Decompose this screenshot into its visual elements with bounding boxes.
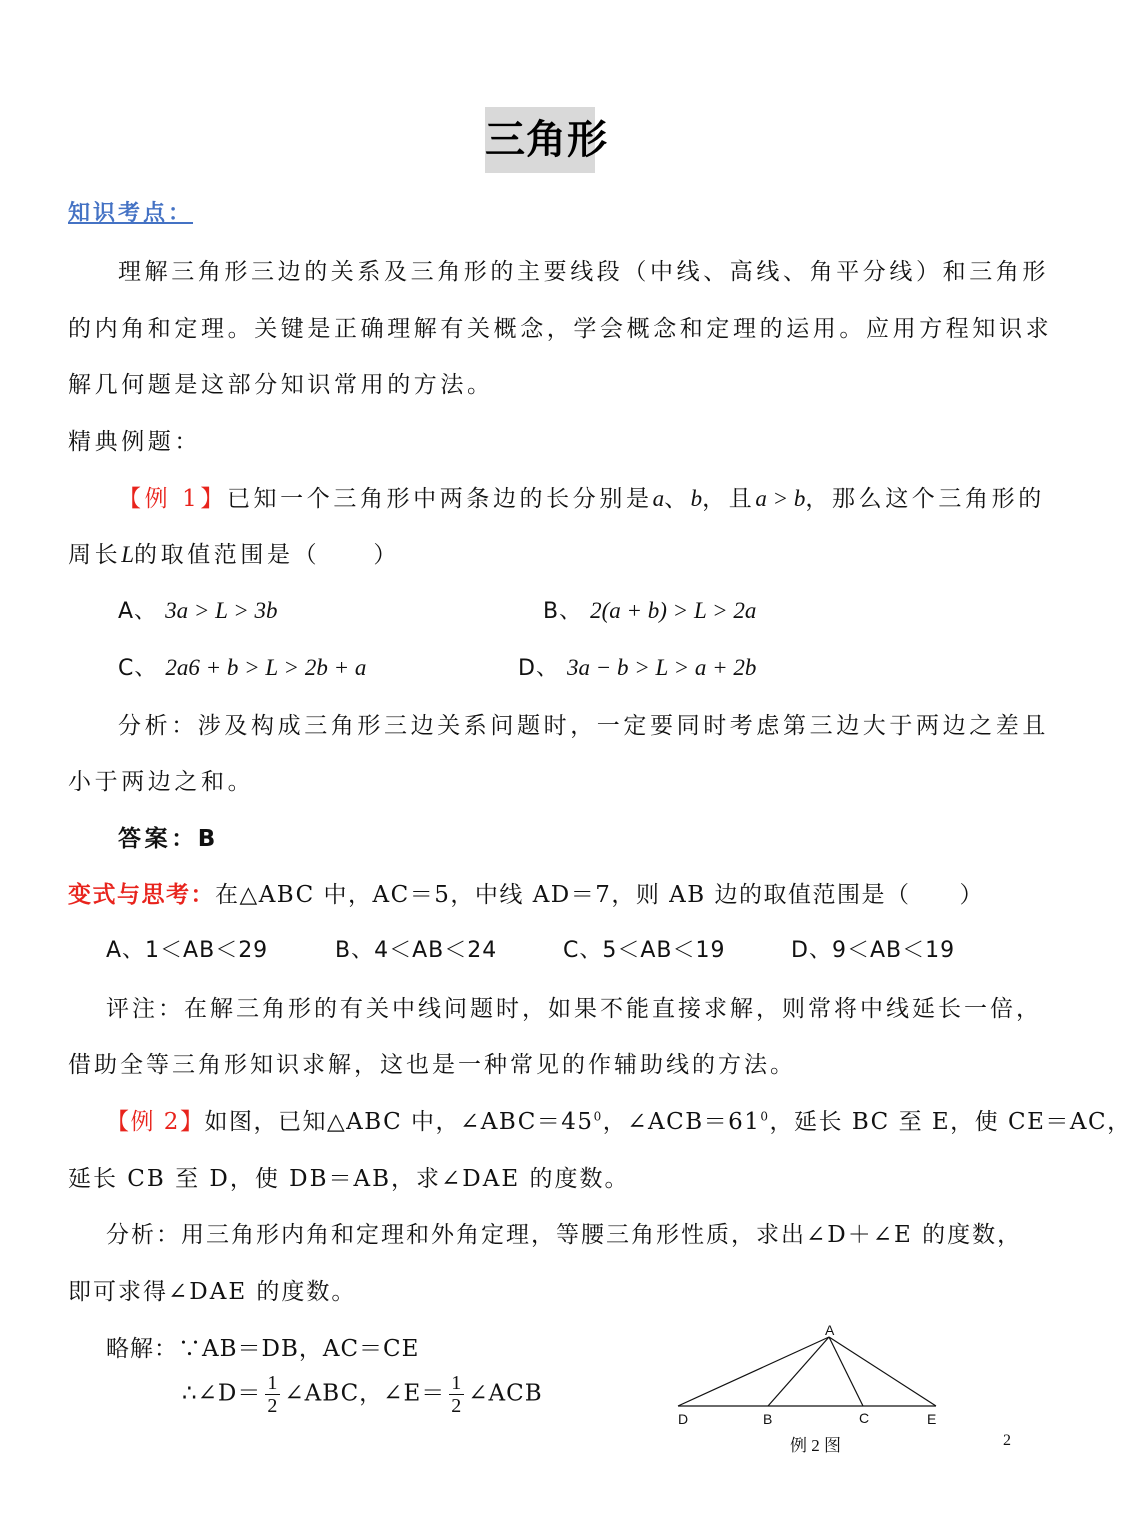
- solution-text-1: ∵AB＝DB，AC＝CE: [178, 1336, 420, 1362]
- example1-var-L: L: [121, 542, 134, 567]
- example2-solution-line-2: [182, 1372, 543, 1417]
- segment-ae: [829, 1337, 936, 1406]
- solution-text-2a: ∴∠D＝: [182, 1380, 262, 1407]
- example1-text-c: ，那么这个三角形的: [805, 486, 1045, 512]
- intro-line-2: 的内角和定理。关键是正确理解有关概念，学会概念和定理的运用。应用方程知识求: [68, 316, 1053, 342]
- solution-text-2c: ∠ACB: [468, 1380, 543, 1407]
- intro-line-3: 解几何题是这部分知识常用的方法。: [68, 372, 494, 398]
- variant-option-b: B、4＜AB＜24: [335, 938, 498, 963]
- example1-line2-b: 的取值范围是（ ）: [134, 542, 400, 568]
- option-d-expr: 3a − b > L > a + 2b: [566, 655, 757, 680]
- page-number: 2: [1003, 1432, 1011, 1449]
- example2-tag: 【例 2】: [106, 1109, 205, 1135]
- option-a-expr: 3a > L > 3b: [165, 598, 278, 623]
- variant-option-c: C、5＜AB＜19: [563, 938, 726, 963]
- example2-analysis-line-1: 分析：用三角形内角和定理和外角定理，等腰三角形性质，求出∠D＋∠E 的度数，: [106, 1222, 1023, 1248]
- point-label-c: C: [859, 1410, 870, 1426]
- example1-option-d: [518, 651, 756, 682]
- example2-text-1a: 如图，已知△ABC 中，∠ABC＝45: [204, 1109, 594, 1135]
- figure-caption: 例 2 图: [790, 1436, 841, 1455]
- example1-line-1: [118, 480, 1045, 513]
- example1-line-2: [68, 536, 400, 569]
- variant-option-d: D、9＜AB＜19: [791, 938, 956, 963]
- example2-line-1: [106, 1103, 1132, 1136]
- fraction-half-1: [265, 1372, 280, 1417]
- example2-text-1c: ，延长 BC 至 E，使 CE＝AC，: [769, 1109, 1132, 1135]
- fraction-numerator: 1: [451, 1372, 463, 1394]
- option-d-label: D、: [518, 656, 559, 681]
- page-title: 三角形: [485, 107, 595, 173]
- example2-analysis-line-2: 即可求得∠DAE 的度数。: [68, 1279, 357, 1305]
- option-b-expr: 2(a + b) > L > 2a: [590, 598, 757, 623]
- variant-option-a: A、1＜AB＜29: [106, 938, 269, 963]
- example1-tag: 【例 1】: [118, 486, 227, 512]
- example1-sep: 、: [664, 486, 691, 512]
- examples-heading: 精典例题：: [68, 429, 201, 455]
- knowledge-heading: 知识考点：: [68, 200, 194, 226]
- triangle-figure: [660, 1320, 960, 1430]
- variant-label: 变式与思考：: [68, 882, 215, 908]
- point-label-b: B: [763, 1411, 773, 1427]
- example2-line-2: 延长 CB 至 D，使 DB＝AB，求∠DAE 的度数。: [68, 1166, 630, 1192]
- example1-line2-a: 周长: [68, 542, 122, 568]
- example1-var-a: a: [652, 486, 665, 511]
- example2-text-1b: ，∠ACB＝61: [602, 1109, 761, 1135]
- point-label-d: D: [678, 1411, 689, 1427]
- degree-mark-1: 0: [593, 1109, 603, 1124]
- segment-ad: [678, 1337, 829, 1406]
- variant-comment-line-2: 借助全等三角形知识求解，这也是一种常见的作辅助线的方法。: [68, 1052, 796, 1078]
- option-c-label: C、: [118, 656, 158, 681]
- example1-var-b: b: [690, 486, 703, 511]
- example1-text-a: 已知一个三角形中两条边的长分别是: [226, 486, 653, 512]
- example1-option-b: [543, 594, 756, 625]
- variant-comment-line-1: 评注：在解三角形的有关中线问题时，如果不能直接求解，则常将中线延长一倍，: [106, 996, 1042, 1022]
- example1-condition: a > b: [755, 486, 806, 511]
- variant-text: 在△ABC 中，AC＝5，中线 AD＝7，则 AB 边的取值范围是（ ）: [215, 882, 985, 908]
- fraction-denominator: 2: [267, 1395, 279, 1417]
- point-label-a: A: [825, 1322, 835, 1338]
- solution-label: 略解：: [106, 1336, 178, 1362]
- example2-solution-line-1: [106, 1330, 419, 1363]
- option-b-label: B、: [543, 599, 583, 624]
- example1-answer: 答案：B: [118, 826, 219, 852]
- option-c-expr: 2a6 + b > L > 2b + a: [165, 655, 367, 680]
- fraction-numerator: 1: [267, 1372, 279, 1394]
- point-label-e: E: [927, 1411, 937, 1427]
- degree-mark-2: 0: [760, 1109, 770, 1124]
- example1-analysis-line-2: 小于两边之和。: [68, 769, 255, 795]
- option-a-label: A、: [118, 599, 158, 624]
- example1-option-a: [118, 594, 277, 625]
- fraction-denominator: 2: [451, 1395, 463, 1417]
- variant-line: [68, 876, 984, 909]
- example1-option-c: [118, 651, 366, 682]
- intro-line-1: 理解三角形三边的关系及三角形的主要线段（中线、高线、角平分线）和三角形: [118, 259, 1049, 285]
- example1-text-b: ，且: [702, 486, 756, 512]
- fraction-half-2: [449, 1372, 464, 1417]
- solution-text-2b: ∠ABC，∠E＝: [284, 1380, 446, 1407]
- example1-analysis-line-1: 分析：涉及构成三角形三边关系问题时，一定要同时考虑第三边大于两边之差且: [118, 713, 1049, 739]
- segment-ab: [768, 1337, 829, 1406]
